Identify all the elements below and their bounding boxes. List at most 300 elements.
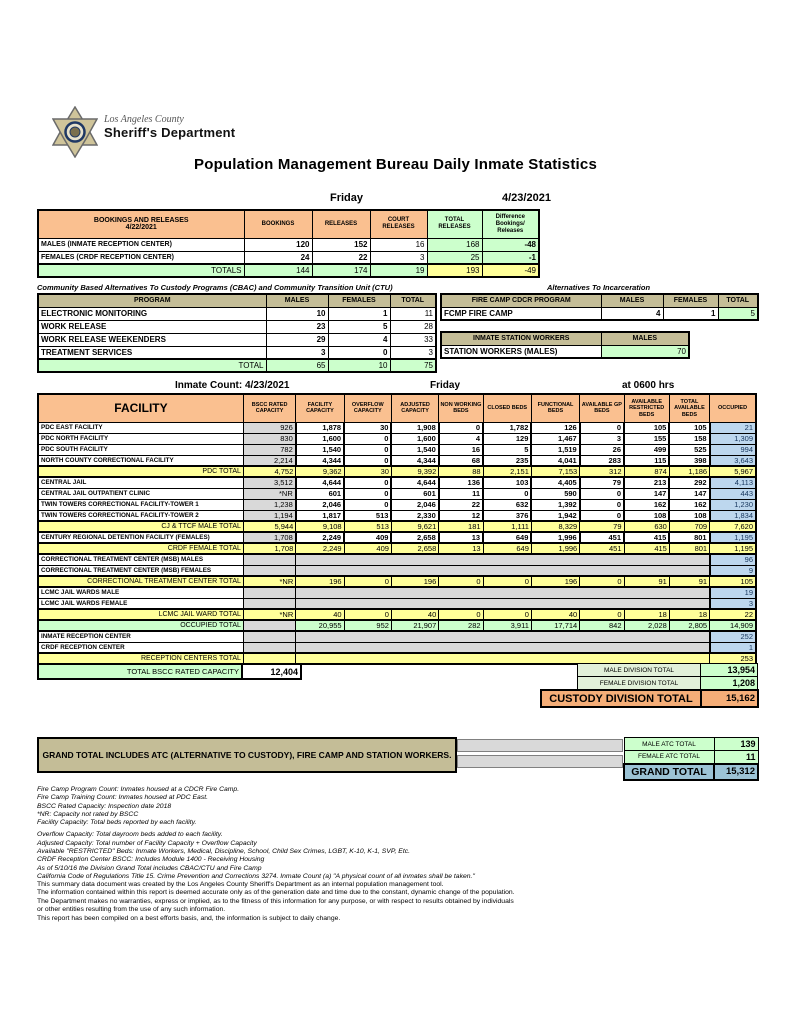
col-program: PROGRAM xyxy=(38,294,266,307)
facility-row xyxy=(38,543,756,554)
facility-row xyxy=(38,477,756,488)
facility-row xyxy=(38,466,756,477)
table-cell: 0 xyxy=(344,433,391,444)
table-cell: 842 xyxy=(580,620,624,631)
col-available-restricted: AVAILABLE RESTRICTED BEDS xyxy=(624,394,669,422)
table-cell: 0 xyxy=(439,576,483,587)
bscc-total-label: TOTAL BSCC RATED CAPACITY xyxy=(38,664,242,679)
table-cell: 0 xyxy=(580,488,624,499)
table-cell: 0 xyxy=(439,422,483,433)
col-adjusted-capacity: ADJUSTED CAPACITY xyxy=(391,394,438,422)
cbac-rows xyxy=(38,307,436,372)
table-cell: 79 xyxy=(580,477,624,488)
table-cell: 28 xyxy=(390,320,436,333)
table-cell: 513 xyxy=(344,510,391,521)
facility-name: CENTURY REGIONAL DETENTION FACILITY (FEMALES) xyxy=(38,532,243,543)
table-cell: -49 xyxy=(482,264,539,277)
male-atc-label: MALE ATC TOTAL xyxy=(624,738,714,751)
table-cell: 10 xyxy=(328,359,390,372)
disclaimer-line: The information contained within this report is deemed accurate only as of the generation date and time due to the constant, dynamic change of the population. xyxy=(37,889,515,897)
table-cell: 312 xyxy=(580,466,624,477)
facility-name: PDC NORTH FACILITY xyxy=(38,433,243,444)
table-cell: 26 xyxy=(580,444,624,455)
table-cell: 105 xyxy=(669,422,709,433)
col-functional-beds: FUNCTIONAL BEDS xyxy=(531,394,579,422)
table-cell: 1,540 xyxy=(296,444,344,455)
table-cell: 1,996 xyxy=(531,532,579,543)
table-cell: 630 xyxy=(624,521,669,532)
fire-camp-females: 1 xyxy=(663,307,718,320)
table-cell: 12 xyxy=(439,510,483,521)
bookings-row xyxy=(38,238,539,251)
table-cell: 162 xyxy=(669,499,709,510)
table-cell: 590 xyxy=(531,488,579,499)
grand-band-spacer xyxy=(457,739,623,752)
table-cell: 0 xyxy=(580,609,624,620)
occupied-cell: 21 xyxy=(710,422,756,433)
footnote-line: As of 5/10/16 the Division Grand Total includes CBAC/CTU and Fire Camp xyxy=(37,864,262,872)
col-fire-total: TOTAL xyxy=(718,294,758,307)
table-cell xyxy=(243,631,295,642)
footnote-line: California Code of Regulations Title 15. Crime Prevention and Corrections 3274. Inmate Count (a) "A physical count of all inmates shall be taken." xyxy=(37,872,475,880)
col-males: MALES xyxy=(266,294,328,307)
footnote-line: CRDF Reception Center BSCC: Includes Module 1400 - Receiving Housing xyxy=(37,856,265,864)
footnotes-group1 xyxy=(37,786,475,827)
table-cell: 0 xyxy=(580,576,624,587)
cbac-caption: Community Based Alternatives To Custody Programs (CBAC) and Community Transition Unit (CTU) xyxy=(37,283,393,292)
station-workers-row xyxy=(441,345,689,358)
facility-row xyxy=(38,598,756,609)
table-cell xyxy=(243,620,295,631)
facility-name: INMATE RECEPTION CENTER xyxy=(38,631,243,642)
table-cell: 1,600 xyxy=(391,433,438,444)
inmate-count-day: Friday xyxy=(430,380,461,391)
facility-name: PDC SOUTH FACILITY xyxy=(38,444,243,455)
col-overflow-capacity: OVERFLOW CAPACITY xyxy=(344,394,391,422)
table-cell: 115 xyxy=(624,455,669,466)
facility-table xyxy=(37,393,757,665)
fire-camp-label: FCMP FIRE CAMP xyxy=(441,307,601,320)
table-cell: 4,405 xyxy=(531,477,579,488)
table-cell: 147 xyxy=(669,488,709,499)
table-cell: 0 xyxy=(483,609,531,620)
table-cell: 196 xyxy=(391,576,438,587)
merged-cell xyxy=(296,565,710,576)
table-cell: -1 xyxy=(482,251,539,264)
bookings-rows xyxy=(38,238,539,277)
table-cell xyxy=(243,642,295,653)
table-cell: 4,752 xyxy=(243,466,295,477)
grand-total-value: 15,312 xyxy=(714,764,758,780)
merged-cell xyxy=(296,587,710,598)
table-cell: 409 xyxy=(344,532,391,543)
table-cell: 282 xyxy=(439,620,483,631)
table-cell: 0 xyxy=(344,499,391,510)
table-cell: 4,644 xyxy=(391,477,438,488)
table-cell: 193 xyxy=(427,264,482,277)
footnotes-group2 xyxy=(37,831,475,881)
facility-row xyxy=(38,565,756,576)
row-label: MALES (INMATE RECEPTION CENTER) xyxy=(38,238,244,251)
facility-name: CORRECTIONAL TREATMENT CENTER (MSB) MALES xyxy=(38,554,243,565)
merged-cell xyxy=(296,554,710,565)
table-cell: 19 xyxy=(370,264,427,277)
row-label: WORK RELEASE xyxy=(38,320,266,333)
occupied-cell: 252 xyxy=(710,631,756,642)
total-label: OCCUPIED TOTAL xyxy=(38,620,243,631)
table-cell: 0 xyxy=(344,609,391,620)
table-cell: 88 xyxy=(439,466,483,477)
table-cell: 9,392 xyxy=(391,466,438,477)
female-atc-value: 11 xyxy=(714,751,758,764)
facility-row xyxy=(38,433,756,444)
table-cell: 91 xyxy=(669,576,709,587)
grand-total-label: GRAND TOTAL xyxy=(624,764,714,780)
footnote-line: Fire Camp Program Count: Inmates housed at a CDCR Fire Camp. xyxy=(37,786,240,793)
table-cell: 2,805 xyxy=(669,620,709,631)
table-cell: 415 xyxy=(624,543,669,554)
table-cell: 1,186 xyxy=(669,466,709,477)
facility-row xyxy=(38,532,756,543)
table-cell: 3 xyxy=(370,251,427,264)
col-facility-capacity: FACILITY CAPACITY xyxy=(296,394,344,422)
male-atc-value: 139 xyxy=(714,738,758,751)
bookings-totals-row xyxy=(38,264,539,277)
occupied-cell: 1 xyxy=(710,642,756,653)
col-total-releases: TOTAL RELEASES xyxy=(427,210,482,238)
table-cell: 0 xyxy=(483,576,531,587)
col-closed-beds: CLOSED BEDS xyxy=(483,394,531,422)
table-cell xyxy=(243,587,295,598)
table-cell: 10 xyxy=(266,307,328,320)
page-title: Population Management Bureau Daily Inmate Statistics xyxy=(194,156,597,173)
table-cell: 1,467 xyxy=(531,433,579,444)
table-cell: 9,108 xyxy=(296,521,344,532)
table-cell: 40 xyxy=(531,609,579,620)
col-fire-males: MALES xyxy=(601,294,663,307)
table-cell: 649 xyxy=(483,532,531,543)
total-label: LCMC JAIL WARD TOTAL xyxy=(38,609,243,620)
cbac-row xyxy=(38,333,436,346)
table-cell: 2,046 xyxy=(391,499,438,510)
occupied-cell: 96 xyxy=(710,554,756,565)
table-cell: 235 xyxy=(483,455,531,466)
table-cell: 451 xyxy=(580,532,624,543)
table-cell: 25 xyxy=(427,251,482,264)
table-cell: 8,329 xyxy=(531,521,579,532)
facility-rows xyxy=(38,422,756,664)
bookings-row xyxy=(38,251,539,264)
table-cell: -48 xyxy=(482,238,539,251)
table-cell: 126 xyxy=(531,422,579,433)
occupied-cell: 5,967 xyxy=(710,466,756,477)
female-division-row xyxy=(578,677,758,690)
table-cell: 103 xyxy=(483,477,531,488)
table-cell: 1,817 xyxy=(296,510,344,521)
table-cell: 0 xyxy=(580,422,624,433)
table-cell: 5 xyxy=(483,444,531,455)
table-cell: 196 xyxy=(296,576,344,587)
col-available-gp-beds: AVAILABLE GP BEDS xyxy=(580,394,624,422)
occupied-cell: 9 xyxy=(710,565,756,576)
table-cell: 952 xyxy=(344,620,391,631)
table-cell: 0 xyxy=(344,455,391,466)
facility-name: CORRECTIONAL TREATMENT CENTER (MSB) FEMALES xyxy=(38,565,243,576)
table-cell: 2,658 xyxy=(391,532,438,543)
ati-caption: Alternatives To Incarceration xyxy=(546,283,651,292)
female-division-value: 1,208 xyxy=(701,677,758,690)
custody-total-value: 15,162 xyxy=(701,690,758,707)
cbac-row xyxy=(38,307,436,320)
col-bookings: BOOKINGS xyxy=(244,210,312,238)
facility-row xyxy=(38,455,756,466)
grand-band-spacer xyxy=(457,755,623,768)
table-cell: 0 xyxy=(344,576,391,587)
table-cell: 181 xyxy=(439,521,483,532)
table-cell: 23 xyxy=(266,320,328,333)
custody-division-total xyxy=(540,689,759,708)
col-bscc-rated-capacity: BSCC RATED CAPACITY xyxy=(243,394,295,422)
disclaimer-line: The Department makes no warranties, express or implied, as to the fitness of this information for any purpose, or with respect to results obtained by individuals xyxy=(37,897,514,905)
facility-row xyxy=(38,510,756,521)
table-cell: 4,344 xyxy=(391,455,438,466)
inmate-count-time: at 0600 hrs xyxy=(622,380,675,391)
disclaimer-line: or other entities resulting from the use of any such information. xyxy=(37,906,226,914)
report-date: 4/23/2021 xyxy=(502,192,551,204)
male-division-row xyxy=(578,664,758,677)
table-cell: 144 xyxy=(244,264,312,277)
facility-row xyxy=(38,631,756,642)
table-cell: 168 xyxy=(427,238,482,251)
table-cell: 9,621 xyxy=(391,521,438,532)
total-label: CORRECTIONAL TREATMENT CENTER TOTAL xyxy=(38,576,243,587)
table-cell: 451 xyxy=(580,543,624,554)
fire-camp-table xyxy=(440,293,759,321)
table-cell: 105 xyxy=(624,422,669,433)
table-cell: 174 xyxy=(312,264,370,277)
table-cell: 649 xyxy=(483,543,531,554)
table-cell: 75 xyxy=(390,359,436,372)
table-cell: 24 xyxy=(244,251,312,264)
occupied-cell: 3,643 xyxy=(710,455,756,466)
cbac-table xyxy=(37,293,437,373)
table-cell: 3 xyxy=(266,346,328,359)
table-cell: 16 xyxy=(439,444,483,455)
merged-cell xyxy=(296,631,710,642)
table-cell: 4 xyxy=(328,333,390,346)
total-label: PDC TOTAL xyxy=(38,466,243,477)
col-fire-program: FIRE CAMP CDCR PROGRAM xyxy=(441,294,601,307)
table-cell: 409 xyxy=(344,543,391,554)
table-cell: 29 xyxy=(266,333,328,346)
table-cell: *NR xyxy=(243,576,295,587)
facility-name: LCMC JAIL WARDS FEMALE xyxy=(38,598,243,609)
footnote-line: *NR: Capacity not rated by BSCC xyxy=(37,810,139,818)
occupied-cell: 19 xyxy=(710,587,756,598)
table-cell: 1 xyxy=(328,307,390,320)
station-workers-table xyxy=(440,331,690,359)
custody-total-label: CUSTODY DIVISION TOTAL xyxy=(541,690,701,707)
table-cell: 801 xyxy=(669,532,709,543)
footnote-line: Overflow Capacity: Total dayroom beds added to each facility. xyxy=(37,831,223,839)
footnote-line: BSCC Rated Capacity: Inspection date 2018 xyxy=(37,802,172,810)
facility-name: PDC EAST FACILITY xyxy=(38,422,243,433)
row-label: WORK RELEASE WEEKENDERS xyxy=(38,333,266,346)
table-cell: 1,908 xyxy=(391,422,438,433)
table-cell: 801 xyxy=(669,543,709,554)
bookings-title: BOOKINGS AND RELEASES 4/22/2021 xyxy=(38,210,244,238)
table-cell: 13 xyxy=(439,532,483,543)
agency-name-dept: Sheriff's Department xyxy=(104,125,236,140)
facility-row xyxy=(38,521,756,532)
row-label: TOTALS xyxy=(38,264,244,277)
footnotes xyxy=(37,786,475,881)
table-cell: 0 xyxy=(439,609,483,620)
table-cell: 3,911 xyxy=(483,620,531,631)
table-cell: 830 xyxy=(243,433,295,444)
facility-row xyxy=(38,587,756,598)
occupied-cell: 253 xyxy=(710,653,756,664)
table-cell: 155 xyxy=(624,433,669,444)
table-cell: 22 xyxy=(312,251,370,264)
footnote-line: Adjusted Capacity: Total number of Facility Capacity + Overflow Capacity xyxy=(37,839,257,847)
table-cell: 20,955 xyxy=(296,620,344,631)
occupied-cell: 4,113 xyxy=(710,477,756,488)
station-workers-value: 70 xyxy=(601,345,689,358)
table-cell: 5 xyxy=(328,320,390,333)
table-cell: 3 xyxy=(390,346,436,359)
footnote-line: Available "RESTRICTED" Beds: Inmate Workers, Medical, Discipline, School, Child Sex Crimes, LGBT, K-10, K-1, SVP, Etc. xyxy=(37,848,410,856)
occupied-cell: 443 xyxy=(710,488,756,499)
cbac-totals-row xyxy=(38,359,436,372)
table-cell: 120 xyxy=(244,238,312,251)
occupied-cell: 1,834 xyxy=(710,510,756,521)
bscc-total-row xyxy=(37,663,302,680)
table-cell: 11 xyxy=(390,307,436,320)
table-cell: 0 xyxy=(344,444,391,455)
occupied-cell: 1,230 xyxy=(710,499,756,510)
table-cell: 68 xyxy=(439,455,483,466)
table-cell: 152 xyxy=(312,238,370,251)
facility-row xyxy=(38,642,756,653)
col-fire-females: FEMALES xyxy=(663,294,718,307)
table-cell: 1,782 xyxy=(483,422,531,433)
table-cell: 18 xyxy=(669,609,709,620)
table-cell: *NR xyxy=(243,488,295,499)
table-cell: 3 xyxy=(580,433,624,444)
table-cell: 13 xyxy=(439,543,483,554)
table-cell: 33 xyxy=(390,333,436,346)
table-cell: 601 xyxy=(296,488,344,499)
facility-name: LCMC JAIL WARDS MALE xyxy=(38,587,243,598)
inmate-count-label: Inmate Count: 4/23/2021 xyxy=(175,380,290,391)
table-cell: 632 xyxy=(483,499,531,510)
occupied-cell: 1,309 xyxy=(710,433,756,444)
table-cell xyxy=(243,565,295,576)
table-cell: 601 xyxy=(391,488,438,499)
table-cell: 147 xyxy=(624,488,669,499)
table-cell: 91 xyxy=(624,576,669,587)
occupied-cell: 1,195 xyxy=(710,543,756,554)
table-cell: 2,330 xyxy=(391,510,438,521)
grand-total-note: GRAND TOTAL INCLUDES ATC (ALTERNATIVE TO CUSTODY), FIRE CAMP AND STATION WORKERS. xyxy=(37,737,457,773)
col-difference: Difference Bookings/ Releases xyxy=(482,210,539,238)
facility-name: TWIN TOWERS CORRECTIONAL FACILITY-TOWER 1 xyxy=(38,499,243,510)
table-cell: 1,600 xyxy=(296,433,344,444)
male-atc-row xyxy=(624,738,758,751)
table-cell: 0 xyxy=(580,510,624,521)
facility-name: CRDF RECEPTION CENTER xyxy=(38,642,243,653)
facility-name: TWIN TOWERS CORRECTIONAL FACILITY-TOWER 2 xyxy=(38,510,243,521)
male-division-value: 13,954 xyxy=(701,664,758,677)
fire-camp-males: 4 xyxy=(601,307,663,320)
table-cell xyxy=(243,554,295,565)
facility-row xyxy=(38,422,756,433)
report-day: Friday xyxy=(330,192,364,204)
table-cell: 5,944 xyxy=(243,521,295,532)
table-cell: 1,878 xyxy=(296,422,344,433)
col-court-releases: COURT RELEASES xyxy=(370,210,427,238)
table-cell: 1,540 xyxy=(391,444,438,455)
table-cell: 9,362 xyxy=(296,466,344,477)
table-cell: 2,028 xyxy=(624,620,669,631)
table-cell: 782 xyxy=(243,444,295,455)
table-cell: 1,996 xyxy=(531,543,579,554)
footnote-line: Fire Camp Training Count: Inmates housed at PDC East. xyxy=(37,794,209,802)
table-cell: 2,249 xyxy=(296,532,344,543)
disclaimer-line: This report has been compiled on a best efforts basis, and, the information is subject to daily change. xyxy=(37,914,341,922)
female-atc-label: FEMALE ATC TOTAL xyxy=(624,751,714,764)
col-total-available-beds: TOTAL AVAILABLE BEDS xyxy=(669,394,709,422)
table-cell: 4,344 xyxy=(296,455,344,466)
table-cell: 129 xyxy=(483,433,531,444)
table-cell: 0 xyxy=(344,477,391,488)
facility-row xyxy=(38,488,756,499)
col-facility: FACILITY xyxy=(38,394,243,422)
row-label: TREATMENT SERVICES xyxy=(38,346,266,359)
table-cell: 11 xyxy=(439,488,483,499)
sheriff-star-icon xyxy=(52,106,98,158)
table-cell: 499 xyxy=(624,444,669,455)
table-cell: 108 xyxy=(624,510,669,521)
bscc-total-value: 12,404 xyxy=(242,664,301,679)
table-cell: 0 xyxy=(328,346,390,359)
col-females: FEMALES xyxy=(328,294,390,307)
table-cell: 4,041 xyxy=(531,455,579,466)
table-cell: 415 xyxy=(624,532,669,543)
table-cell: 21,907 xyxy=(391,620,438,631)
table-cell: 926 xyxy=(243,422,295,433)
col-non-working-beds: NON WORKING BEDS xyxy=(439,394,483,422)
table-cell: 1,238 xyxy=(243,499,295,510)
table-cell: 4 xyxy=(439,433,483,444)
table-cell: 0 xyxy=(344,488,391,499)
table-cell: 162 xyxy=(624,499,669,510)
facility-row xyxy=(38,609,756,620)
occupied-cell: 105 xyxy=(710,576,756,587)
table-cell: 30 xyxy=(344,466,391,477)
table-cell: 4,644 xyxy=(296,477,344,488)
facility-row xyxy=(38,576,756,587)
table-cell: 1,942 xyxy=(531,510,579,521)
table-cell: 2,658 xyxy=(391,543,438,554)
table-cell: 0 xyxy=(483,488,531,499)
grand-total-table xyxy=(623,737,759,781)
table-cell: 398 xyxy=(669,455,709,466)
cbac-row xyxy=(38,320,436,333)
table-cell: 196 xyxy=(531,576,579,587)
table-cell: 17,714 xyxy=(531,620,579,631)
